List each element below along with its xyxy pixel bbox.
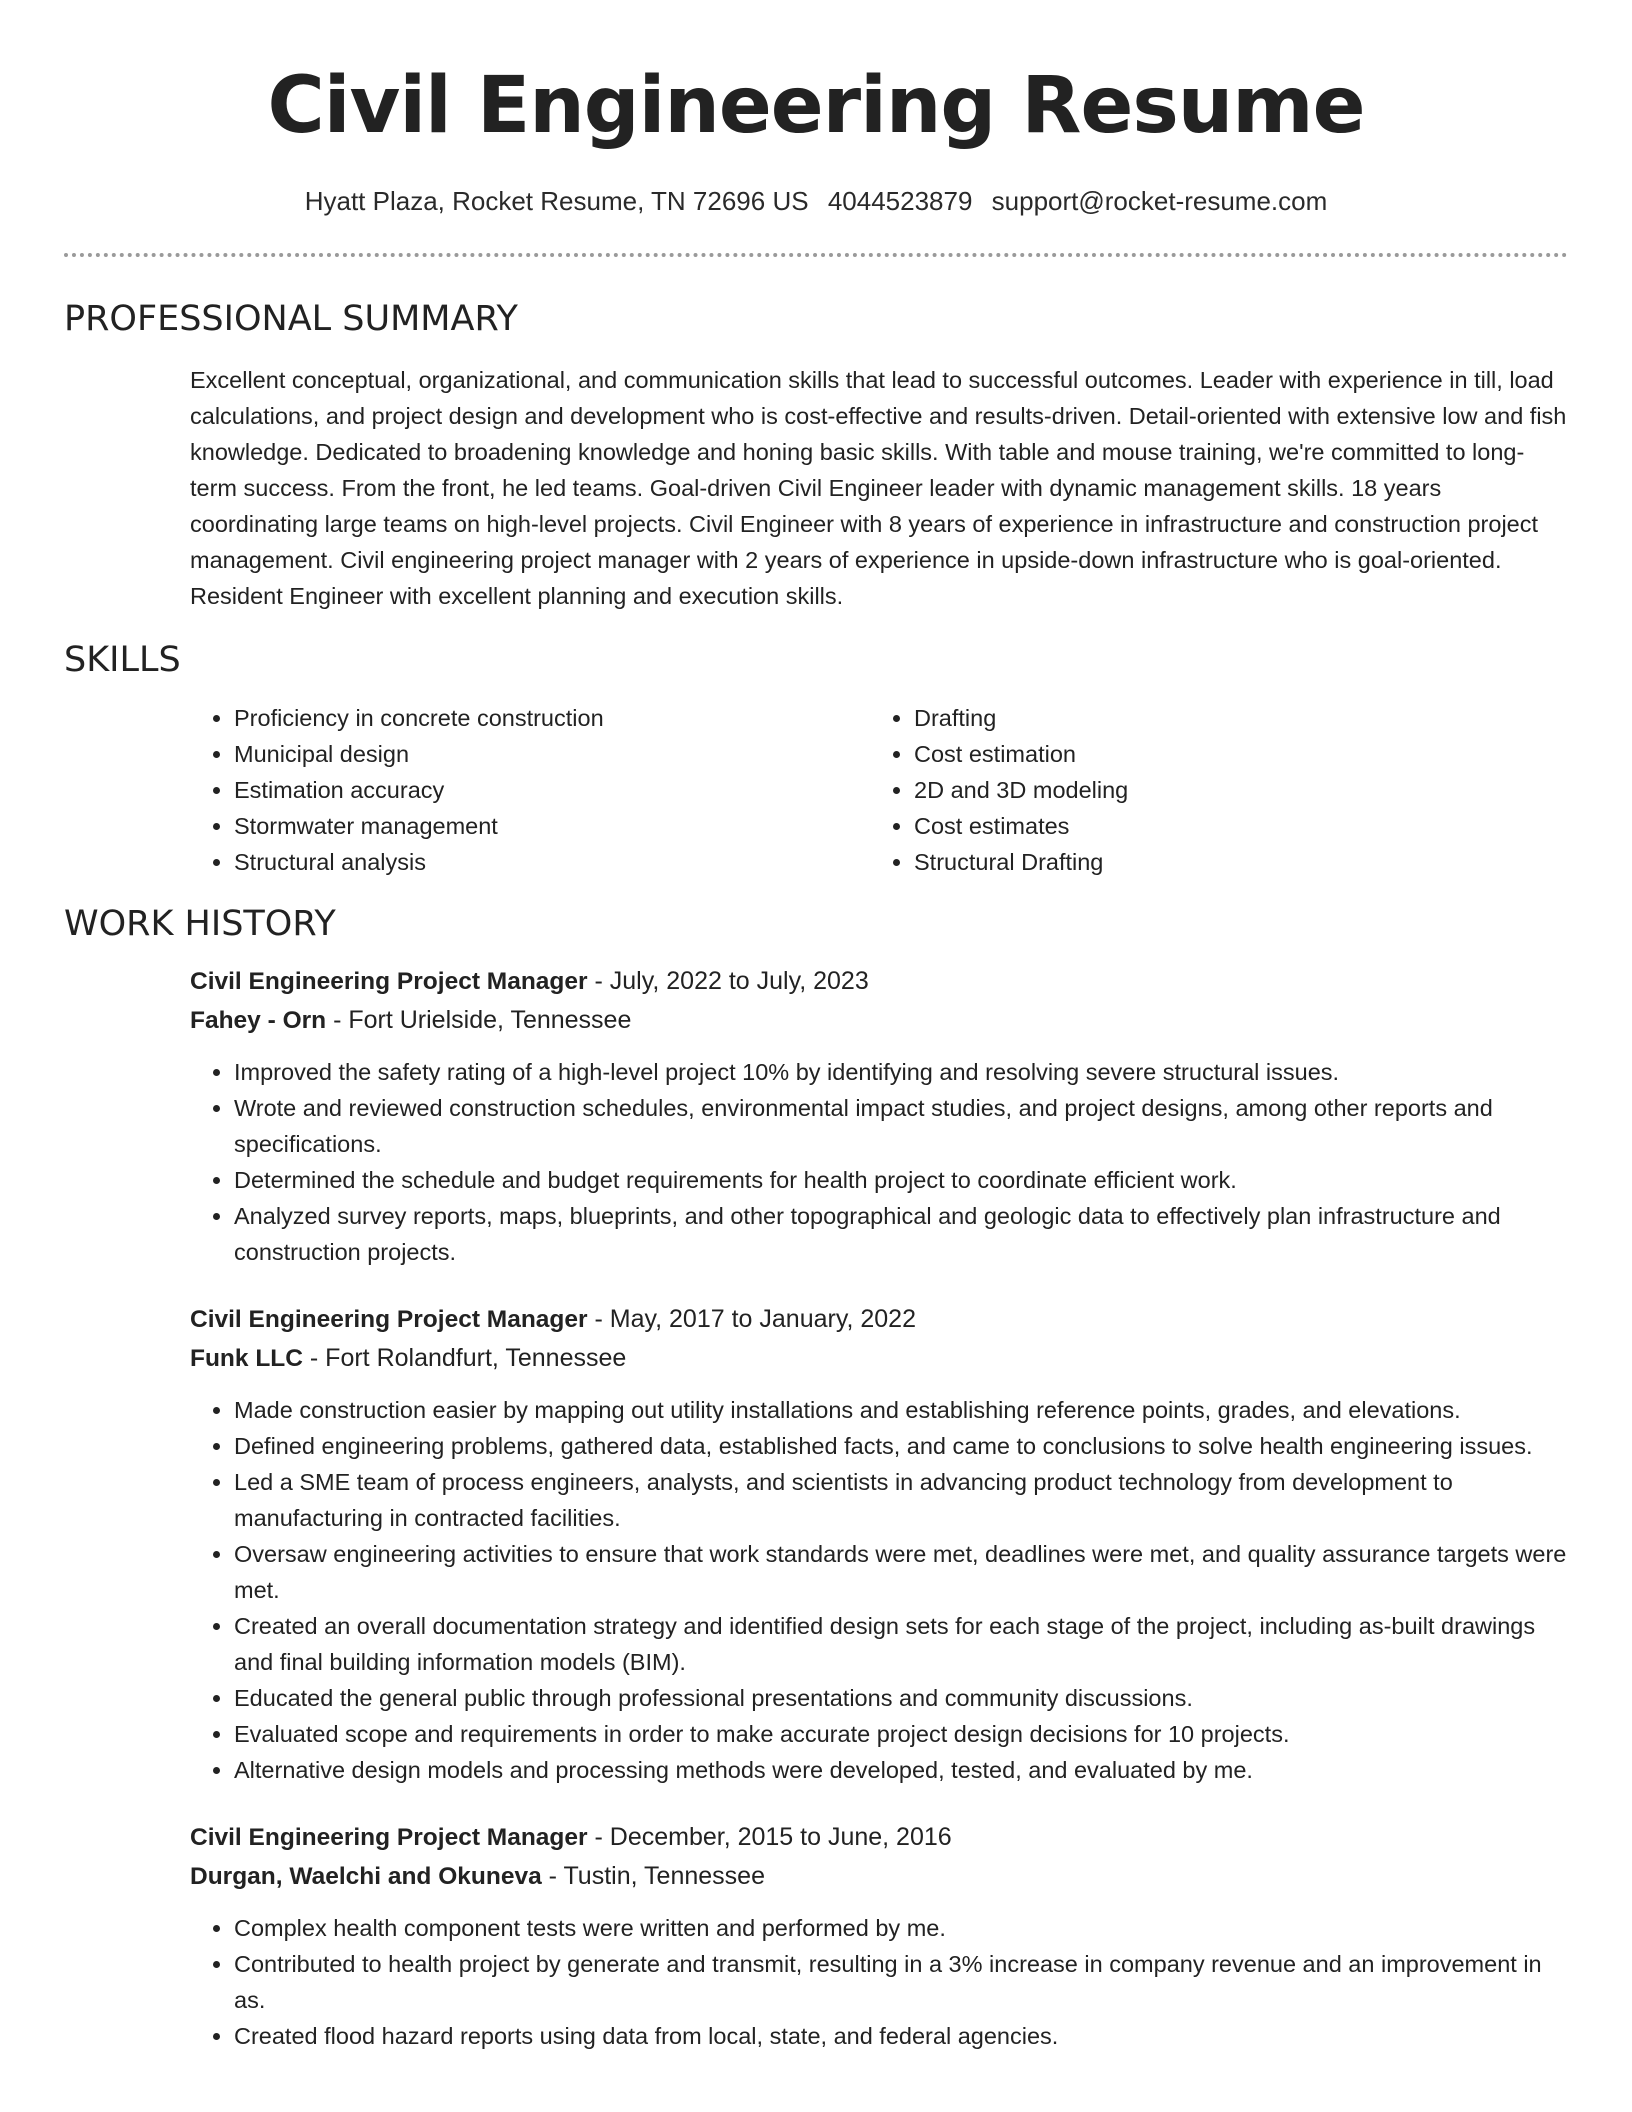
skill-item: • Cost estimates — [914, 808, 1550, 844]
work-history-heading: WORK HISTORY — [64, 904, 336, 944]
summary-text: Excellent conceptual, organizational, and communication skills that lead to successful outcomes. Leader with experience in till, load calculations, and project design and development who is cost-effective and results-driven. Detail-oriented with extensive low and fish knowledge. Dedicated to broadening knowledge and honing basic skills. With table and mouse training, we're committed to long-term success. From the front, he led teams. Goal-driven Civil Engineer leader with dynamic management skills. 18 years coordinating large teams on high-level projects. Civil Engineer with 8 years of experience in infrastructure and construction project management. Civil engineering project manager with 2 years of experience in upside-down infrastructure who is goal-oriented. Resident Engineer with excellent planning and execution skills. — [190, 367, 1567, 609]
job-company-line — [190, 1001, 1568, 1040]
job-dates: - May, 2017 to January, 2022 — [587, 1305, 916, 1333]
contact-line — [64, 185, 1568, 217]
job-location: - Fort Urielside, Tennessee — [326, 1006, 632, 1034]
job-bullet: • Created an overall documentation strategy and identified design sets for each stage of the project, including as-built drawings and final building information models (BIM). — [234, 1608, 1568, 1680]
job-bullet: • Educated the general public through professional presentations and community discussions. — [234, 1680, 1568, 1716]
job-title-line — [190, 962, 1568, 1001]
job-dates: - July, 2022 to July, 2023 — [587, 967, 869, 995]
contact-phone: 4044523879 — [827, 186, 973, 216]
job-bullet: • Made construction easier by mapping out utility installations and establishing reference points, grades, and elevations. — [234, 1392, 1568, 1428]
job-bullets — [190, 1054, 1568, 1270]
skills-right-column — [870, 700, 1550, 880]
job-company: Funk LLC — [190, 1345, 303, 1372]
job-bullet: • Defined engineering problems, gathered data, established facts, and came to conclusions to solve health engineering issues. — [234, 1428, 1568, 1464]
resume-name: Civil Engineering Resume — [267, 61, 1365, 151]
job-location: - Fort Rolandfurt, Tennessee — [302, 1344, 627, 1372]
job-company: Fahey - Orn — [190, 1007, 327, 1034]
job-bullets — [190, 1392, 1568, 1788]
skill-item: • Drafting — [914, 700, 1550, 736]
skill-item: • Municipal design — [234, 736, 870, 772]
job-bullet: • Evaluated scope and requirements in order to make accurate project design decisions for 10 projects. — [234, 1716, 1568, 1752]
skills-left-column — [190, 700, 870, 880]
skill-item: • Estimation accuracy — [234, 772, 870, 808]
skill-item: • 2D and 3D modeling — [914, 772, 1550, 808]
contact-email: support@rocket-resume.com — [991, 186, 1328, 216]
job-role: Civil Engineering Project Manager — [190, 1824, 588, 1851]
contact-address: Hyatt Plaza, Rocket Resume, TN 72696 US — [304, 186, 809, 216]
job-entry — [190, 962, 1568, 1270]
skill-item: • Structural Drafting — [914, 844, 1550, 880]
job-bullet: • Contributed to health project by generate and transmit, resulting in a 3% increase in company revenue and an improvement in as. — [234, 1946, 1568, 2018]
skill-item: • Proficiency in concrete construction — [234, 700, 870, 736]
skills-heading: SKILLS — [64, 640, 181, 680]
job-company-line — [190, 1339, 1568, 1378]
work-history-list — [190, 962, 1568, 2054]
job-bullet: • Wrote and reviewed construction schedules, environmental impact studies, and project designs, among other reports and specifications. — [234, 1090, 1568, 1162]
resume-page — [64, 0, 1568, 2084]
job-company-line — [190, 1857, 1568, 1896]
skill-item: • Stormwater management — [234, 808, 870, 844]
header-divider — [64, 253, 1568, 257]
job-bullet: • Alternative design models and processing methods were developed, tested, and evaluated by me. — [234, 1752, 1568, 1788]
job-bullet: • Oversaw engineering activities to ensure that work standards were met, deadlines were met, and quality assurance targets were met. — [234, 1536, 1568, 1608]
job-bullet: • Complex health component tests were written and performed by me. — [234, 1910, 1568, 1946]
job-bullet: • Improved the safety rating of a high-level project 10% by identifying and resolving severe structural issues. — [234, 1054, 1568, 1090]
job-entry — [190, 1818, 1568, 2054]
job-bullets — [190, 1910, 1568, 2054]
job-dates: - December, 2015 to June, 2016 — [587, 1823, 952, 1851]
job-role: Civil Engineering Project Manager — [190, 968, 588, 995]
job-title-line — [190, 1818, 1568, 1857]
summary-heading: PROFESSIONAL SUMMARY — [64, 299, 518, 339]
job-bullet: • Determined the schedule and budget requirements for health project to coordinate efficient work. — [234, 1162, 1568, 1198]
job-entry — [190, 1300, 1568, 1788]
job-bullet: • Created flood hazard reports using data from local, state, and federal agencies. — [234, 2018, 1568, 2054]
job-company: Durgan, Waelchi and Okuneva — [190, 1863, 542, 1890]
skill-item: • Structural analysis — [234, 844, 870, 880]
job-title-line — [190, 1300, 1568, 1339]
job-bullet: • Led a SME team of process engineers, analysts, and scientists in advancing product technology from development to manufacturing in contracted facilities. — [234, 1464, 1568, 1536]
job-role: Civil Engineering Project Manager — [190, 1306, 588, 1333]
skill-item: • Cost estimation — [914, 736, 1550, 772]
skills-list — [190, 700, 1568, 880]
job-bullet: • Analyzed survey reports, maps, blueprints, and other topographical and geologic data to effectively plan infrastructure and construction projects. — [234, 1198, 1568, 1270]
job-location: - Tustin, Tennessee — [541, 1862, 765, 1890]
